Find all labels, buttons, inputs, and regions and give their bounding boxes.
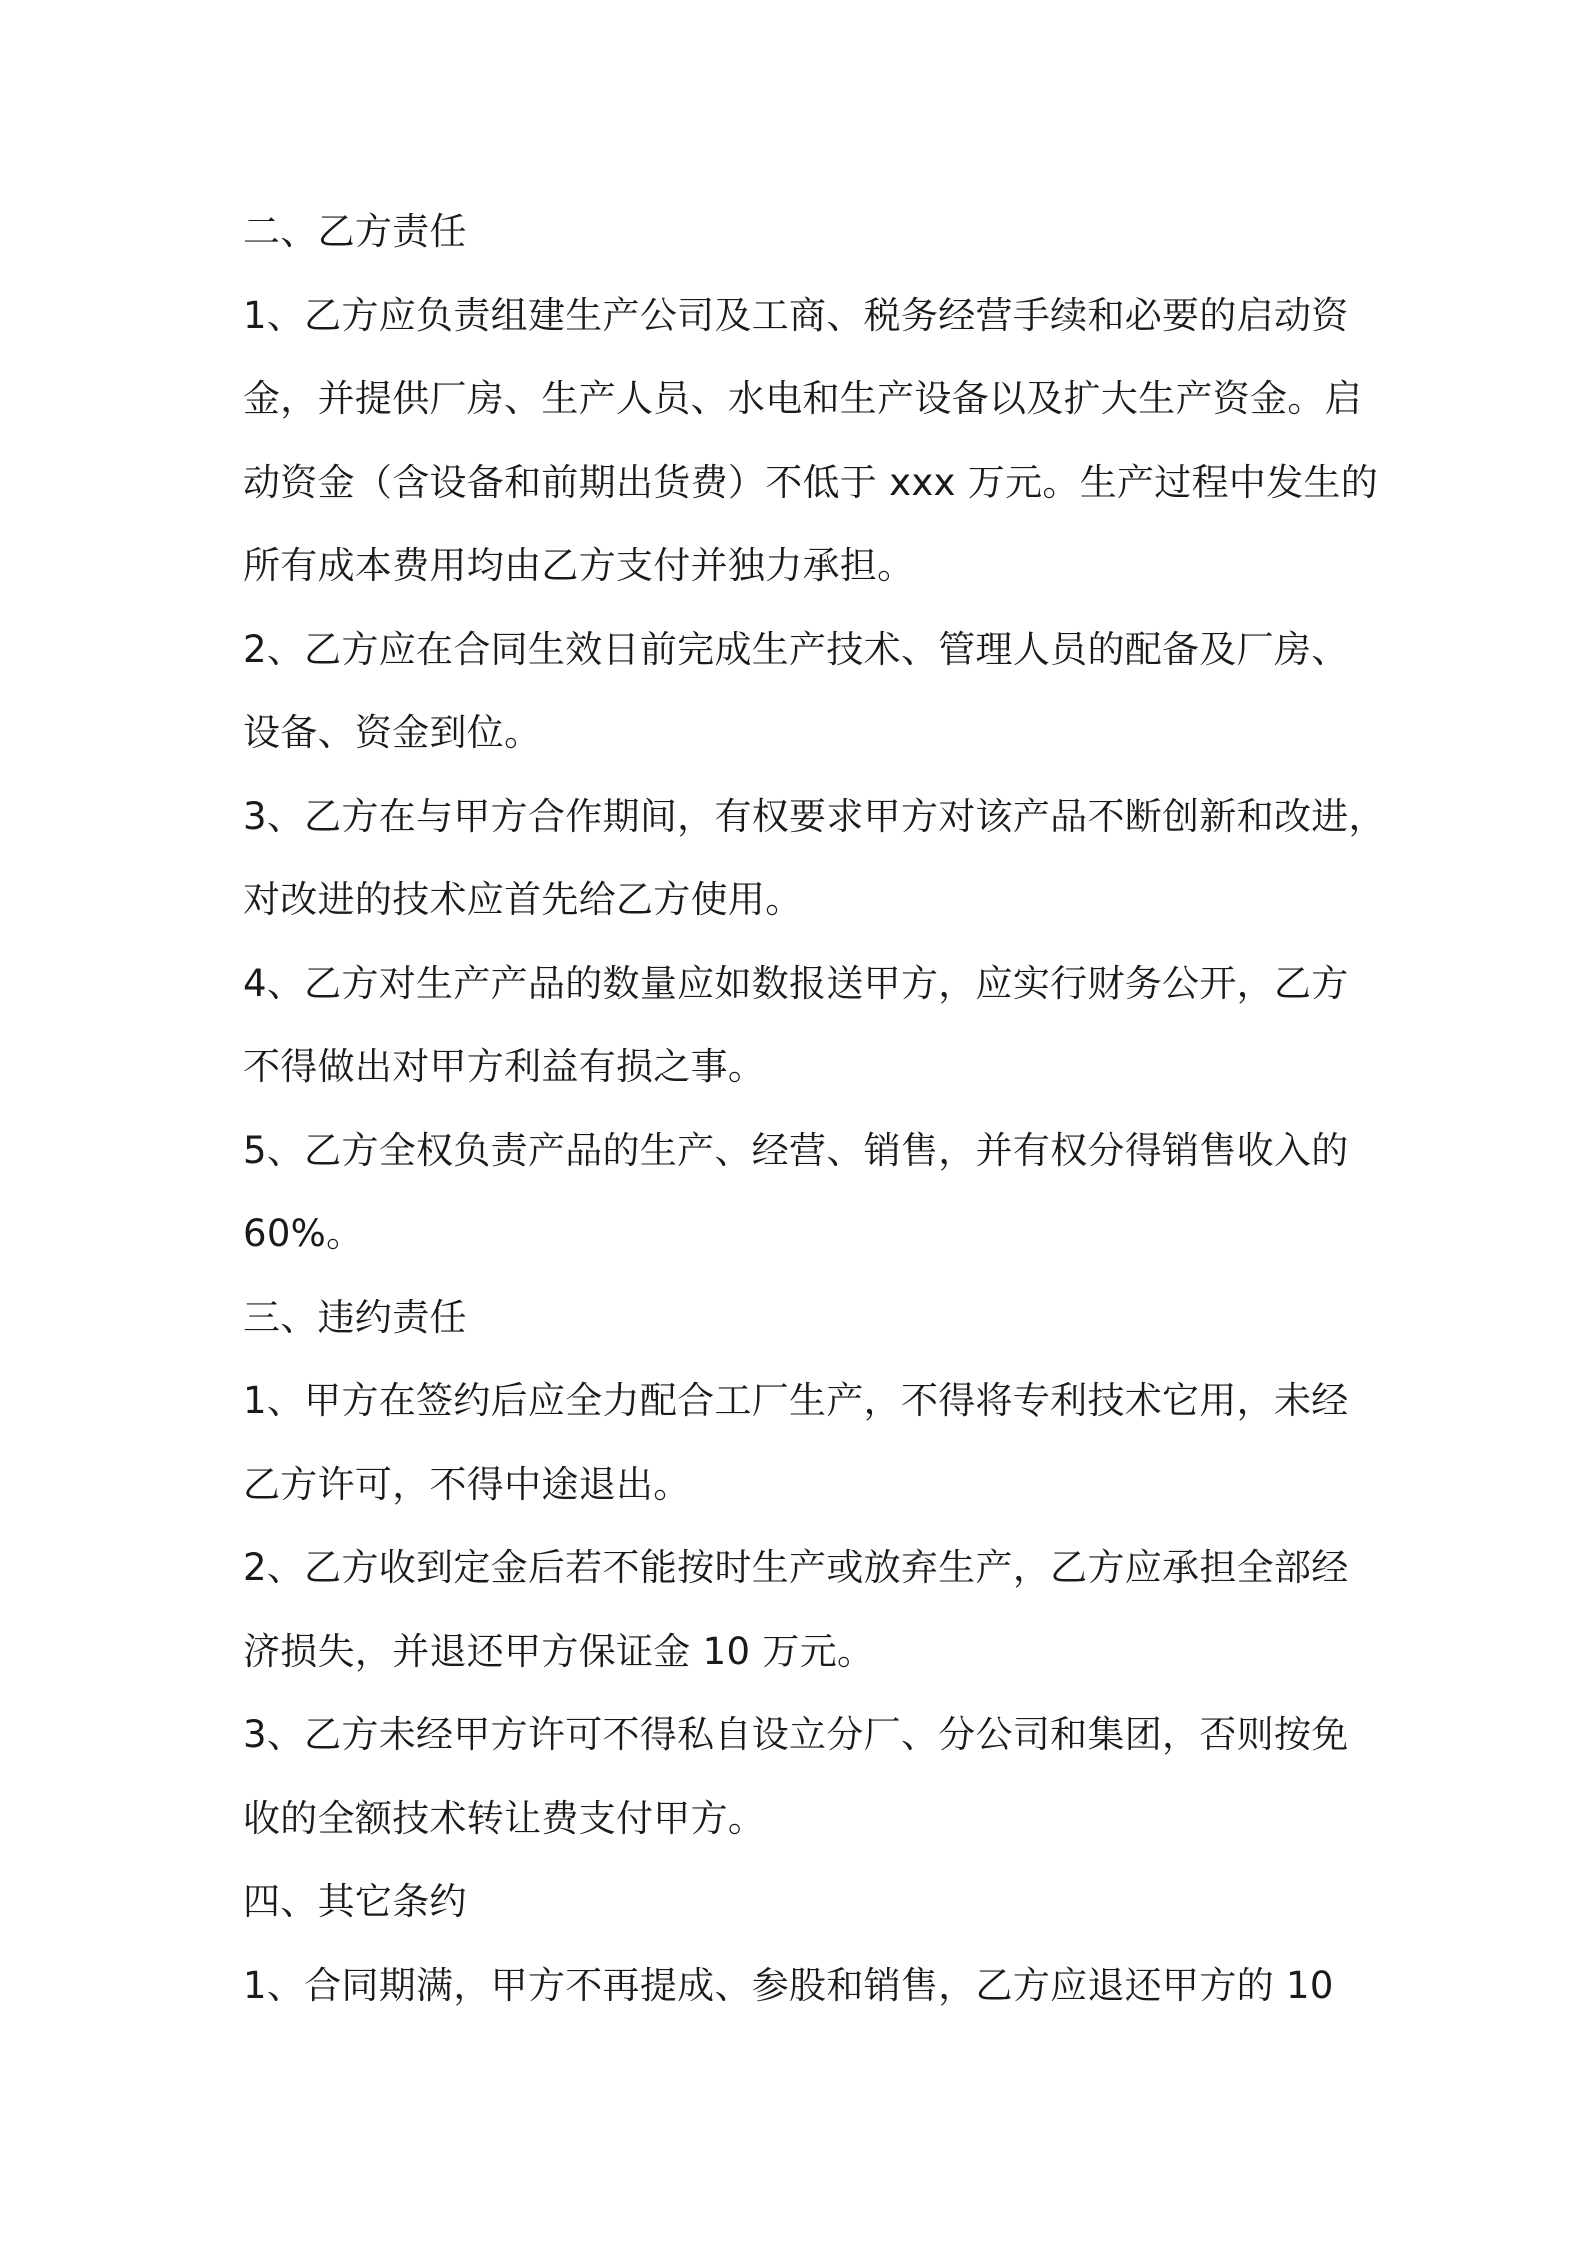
document-page [243, 190, 1386, 2027]
clause-line: 乙方许可，不得中途退出。 [243, 1462, 691, 1506]
clause-line: 3、乙方未经甲方许可不得私自设立分厂、分公司和集团，否则按免 [243, 1713, 1349, 1756]
clause-line: 1、甲方在签约后应全力配合工厂生产，不得将专利技术它用，未经 [243, 1379, 1349, 1422]
clause-line: 收的全额技术转让费支付甲方。 [243, 1796, 766, 1840]
clause-line: 济损失，并退还甲方保证金 10 万元。 [243, 1629, 875, 1673]
clause-line: 5、乙方全权负责产品的生产、经营、销售，并有权分得销售收入的 [243, 1128, 1349, 1172]
clause-line: 设备、资金到位。 [243, 711, 542, 754]
clause-line: 1、合同期满，甲方不再提成、参股和销售，乙方应退还甲方的 10 [243, 1963, 1334, 2007]
clause-line: 2、乙方收到定金后若不能按时生产或放弃生产，乙方应承担全部经 [243, 1546, 1349, 1589]
clause-line: 3、乙方在与甲方合作期间，有权要求甲方对该产品不断创新和改进， [243, 794, 1386, 838]
clause-line: 60%。 [243, 1212, 364, 1255]
clause-line: 动资金（含设备和前期出货费）不低于 xxx 万元。生产过程中发生的 [243, 460, 1379, 504]
clause-line: 4、乙方对生产产品的数量应如数报送甲方，应实行财务公开，乙方 [243, 961, 1349, 1005]
clause-line: 所有成本费用均由乙方支付并独力承担。 [243, 544, 915, 587]
section-heading-other-terms: 四、其它条约 [243, 1880, 467, 1923]
section-heading-party-b-responsibility: 二、乙方责任 [243, 210, 467, 253]
clause-line: 对改进的技术应首先给乙方使用。 [243, 878, 803, 921]
section-heading-breach-liability: 三、违约责任 [243, 1295, 467, 1339]
clause-line: 金，并提供厂房、生产人员、水电和生产设备以及扩大生产资金。启 [243, 377, 1362, 420]
clause-line: 1、乙方应负责组建生产公司及工商、税务经营手续和必要的启动资 [243, 293, 1349, 337]
clause-line: 2、乙方应在合同生效日前完成生产技术、管理人员的配备及厂房、 [243, 627, 1349, 671]
clause-line: 不得做出对甲方利益有损之事。 [243, 1045, 766, 1088]
